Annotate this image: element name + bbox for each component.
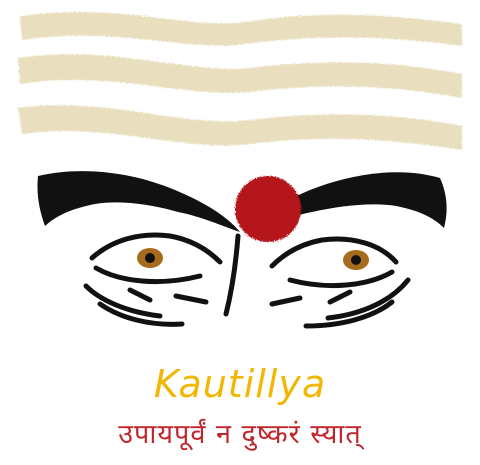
right-lower-lid — [290, 272, 392, 286]
left-lower-lid — [96, 268, 200, 282]
brand-title: Kautillya — [153, 362, 327, 406]
left-cheek-lines — [86, 286, 206, 324]
left-eyebrow — [37, 171, 240, 232]
left-eye-group — [37, 171, 240, 324]
sanskrit-motto: उपायपूर्वं न दुष्करं स्यात् — [118, 419, 362, 450]
left-pupil — [145, 253, 155, 263]
right-pupil — [351, 255, 361, 265]
tripundra-stripes — [18, 12, 462, 150]
nose-bridge — [226, 236, 238, 314]
ash-stripe-bottom — [18, 105, 462, 150]
ash-stripe-top — [20, 12, 462, 46]
right-eye-outline — [272, 239, 396, 266]
bindi-dot — [235, 176, 301, 242]
ash-stripe-middle — [18, 54, 462, 98]
